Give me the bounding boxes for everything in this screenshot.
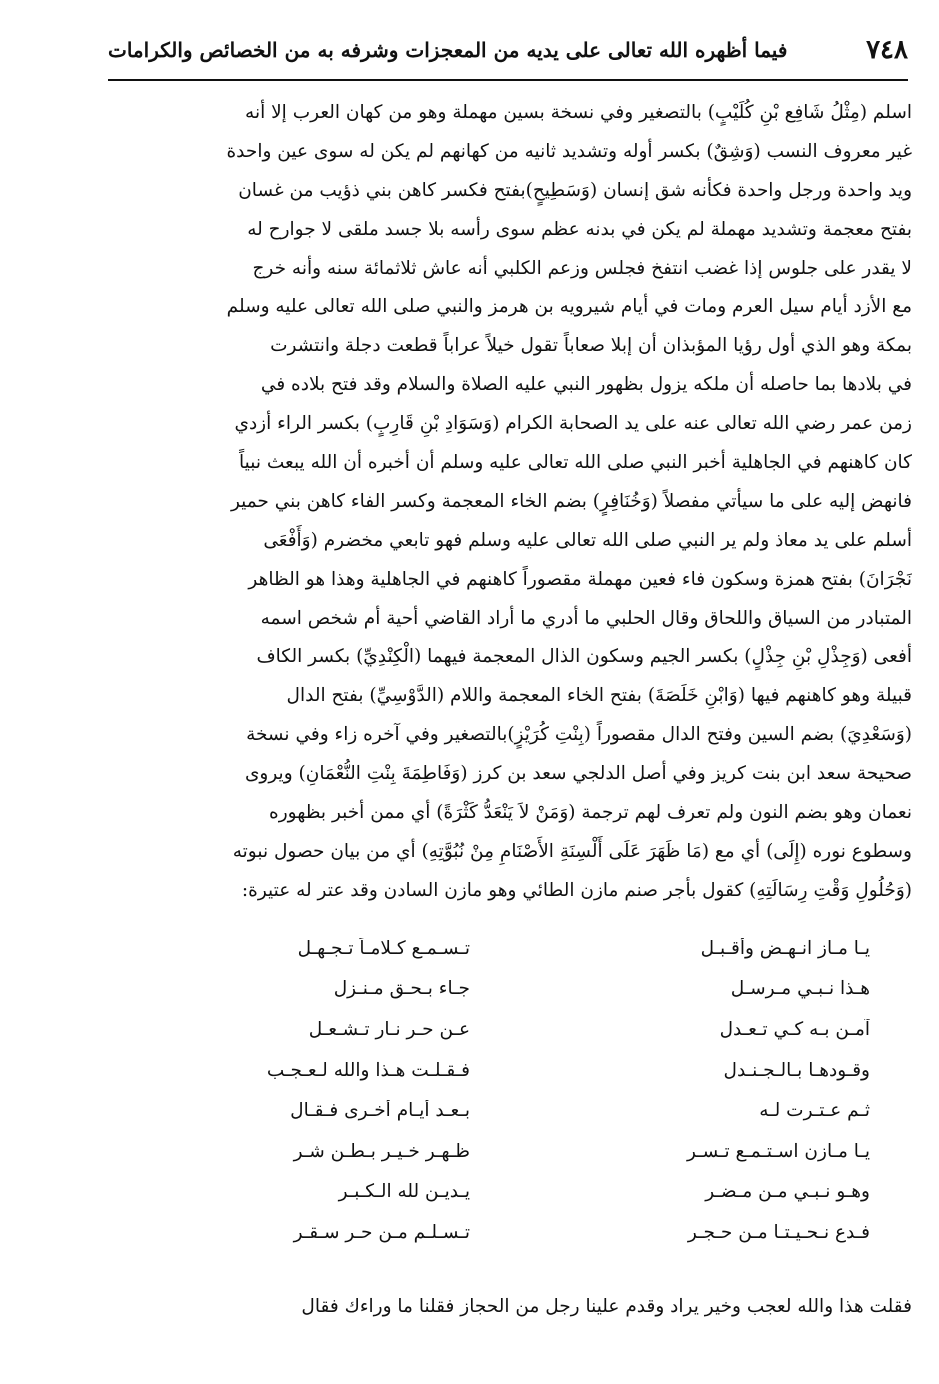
poem-second-hemistich: عـن حـر نـار تـشـعـل: [308, 1018, 470, 1040]
poem-verse: [150, 1009, 870, 1050]
poem-first-hemistich: هـذا نـبـي مـرسـل: [730, 978, 870, 1000]
poem-second-hemistich: فـقـلـت هـذا والله لـعـجـب: [266, 1059, 470, 1081]
poem-verse: [150, 969, 870, 1010]
text-line: كان كاهنهم في الجاهلية أخبر النبي صلى الله تعالى عليه وسلم أن أخبره أن الله يبعث نبياً: [239, 452, 912, 474]
text-line: أسلم على يد معاذ ولم ير النبي صلى الله تعالى عليه وسلم فهو تابعي مخضرم (وَأَفْعَى: [263, 529, 912, 551]
text-line: فانهض إليه على ما سيأتي مفصلاً (وَخُنَافِرٍ) بضم الخاء المعجمة وكسر الفاء كاهن بني حمير: [230, 490, 912, 512]
text-line: لا يقدر على جلوس إذا غضب انتفخ فجلس وزعم الكلبي أنه عاش ثلاثمائة سنه وأنه خرج: [252, 257, 912, 279]
poem-first-hemistich: آمـن بـه كـي تـعـدل: [719, 1018, 870, 1040]
poem-second-hemistich: جـاء بـحـق مـنـزل: [333, 978, 470, 1000]
poem-second-hemistich: ظـهـر خـيـر بـطـن شـر: [293, 1140, 470, 1162]
text-line: ويد واحدة ورجل واحدة فكأنه شق إنسان (وَسَطِيحٍ)بفتح فكسر كاهن بني ذؤيب من غسان: [238, 179, 912, 201]
poem-verse: [150, 1090, 870, 1131]
text-line: صحيحة سعد ابن بنت كريز وفي أصل الدلجي سعد بن كرز (وَفَاطِمَةَ بِنْتِ النُّعْمَانِ) ويروى: [244, 763, 912, 785]
running-title: فيما أظهره الله تعالى على يديه من المعجزات وشرفه به من الخصائص والكرامات: [108, 38, 788, 62]
text-line: في بلادها بما حاصله أن ملكه يزول بظهور النبي عليه الصلاة والسلام وقد فتح بلاده في: [260, 374, 912, 396]
poem-second-hemistich: يـديـن لله الـكـبـر: [338, 1181, 470, 1203]
poem-second-hemistich: تـسـلـم مـن حـر سـقـر: [293, 1221, 470, 1243]
text-line: بمكة وهو الذي أول رؤيا المؤبذان أن إبلا صعاباً تقول خيلاً عراباً قطعت دجلة وانتشرت: [270, 335, 912, 357]
text-line: نعمان وهو بضم النون ولم تعرف لهم ترجمة (وَمَنْ لاَ يَنْعَدُّ كَثْرَةً) أي ممن أخبر بظهوره: [269, 802, 912, 824]
closing-text-line: فقلت هذا والله لعجب وخير يراد وقدم علينا رجل من الحجاز فقلنا ما وراءك فقال: [301, 1296, 912, 1317]
poem-verse: [150, 928, 870, 969]
text-line: نَجْرَانَ) بفتح همزة وسكون فاء فعين مهملة مقصوراً كاهنهم في الجاهلية وهذا هو الظاهر: [248, 568, 912, 590]
text-line: (وَحُلُولِ وَقْتِ رِسَالَتِهِ) كقول بأجر صنم مازن الطائي وهو مازن السادن وقد عتر له عتيرة:: [241, 879, 912, 901]
page-header: [108, 30, 908, 70]
text-line: قبيلة وهو كاهنهم فيها (وَابْنِ خَلَصَةَ) بفتح الخاء المعجمة واللام (الدَّوْسِيِّ) بفتح الدال: [286, 685, 912, 707]
poem-verse: [150, 1212, 870, 1253]
body-text: [108, 94, 912, 911]
poem-first-hemistich: وهـو نـبـي مـن مـضـر: [705, 1181, 870, 1203]
poem-verse: [150, 1131, 870, 1172]
page-number: ٧٤٨: [866, 35, 908, 65]
poem-verse: [150, 1172, 870, 1213]
poem-first-hemistich: فـدع نـحـيـتـا مـن حـجـر: [687, 1221, 870, 1243]
poem-first-hemistich: ثـم عـتـرت لـه: [759, 1100, 870, 1122]
poem: [150, 928, 870, 1253]
text-line: مع الأزد أيام سيل العرم ومات في أيام شيرويه بن هرمز والنبي صلى الله تعالى عليه وسلم: [226, 296, 912, 318]
text-line: (وَسَعْدِيَ) بضم السين وفتح الدال مقصوراً (بِنْتِ كُرَيْزٍ)بالتصغير وفي آخره زاء وفي نسخة: [246, 724, 912, 746]
text-line: زمن عمر رضي الله تعالى عنه على يد الصحابة الكرام (وَسَوَادِ بْنِ قَارِبٍ) بكسر الراء أزدي: [234, 413, 912, 435]
header-rule: [108, 79, 908, 81]
text-line: أفعى (وَجِذْلِ بْنِ جِذْلٍ) بكسر الجيم وسكون الذال المعجمة فيهما (الْكِنْدِيِّ) بكسر الكاف: [256, 646, 912, 668]
poem-second-hemistich: بـعـد أيـام أخـرى فـقـال: [290, 1100, 470, 1122]
text-line: اسلم (مِثْلُ شَافِع بْنِ كُلَيْبٍ) بالتصغير وفي نسخة بسين مهملة وهو من كهان العرب إلا أنه: [245, 102, 912, 123]
text-line: غير معروف النسب (وَشِقٌ) بكسر أوله وتشديد ثانيه من كهانهم لم يكن له سوى عين واحدة: [226, 140, 912, 162]
poem-second-hemistich: تـسـمـع كـلامـاً تـجـهـل: [297, 937, 470, 959]
poem-first-hemistich: وقـودهـا بـالـجـنـدل: [723, 1059, 870, 1081]
poem-verse: [150, 1050, 870, 1091]
poem-first-hemistich: يـا مـاز انـهـض وأقـبـل: [700, 937, 870, 959]
text-line: بفتح معجمة وتشديد مهملة لم يكن في بدنه عظم سوى رأسه بلا جسد ملقى لا جوارح له: [247, 218, 912, 240]
poem-first-hemistich: يـا مـازن اسـتـمـع تـسـر: [686, 1140, 870, 1162]
text-line: وسطوع نوره (إِلَى) أي مع (مَا ظَهَرَ عَلَى أَلْسِنَةِ الأَصْنَامِ مِنْ نُبُوَّتِهِ) أي من بيان حصول نبوته: [232, 840, 912, 862]
text-line: المتبادر من السياق واللحاق وقال الحلبي ما أدري ما أراد القاضي أحية أم شخص اسمه: [260, 607, 912, 629]
